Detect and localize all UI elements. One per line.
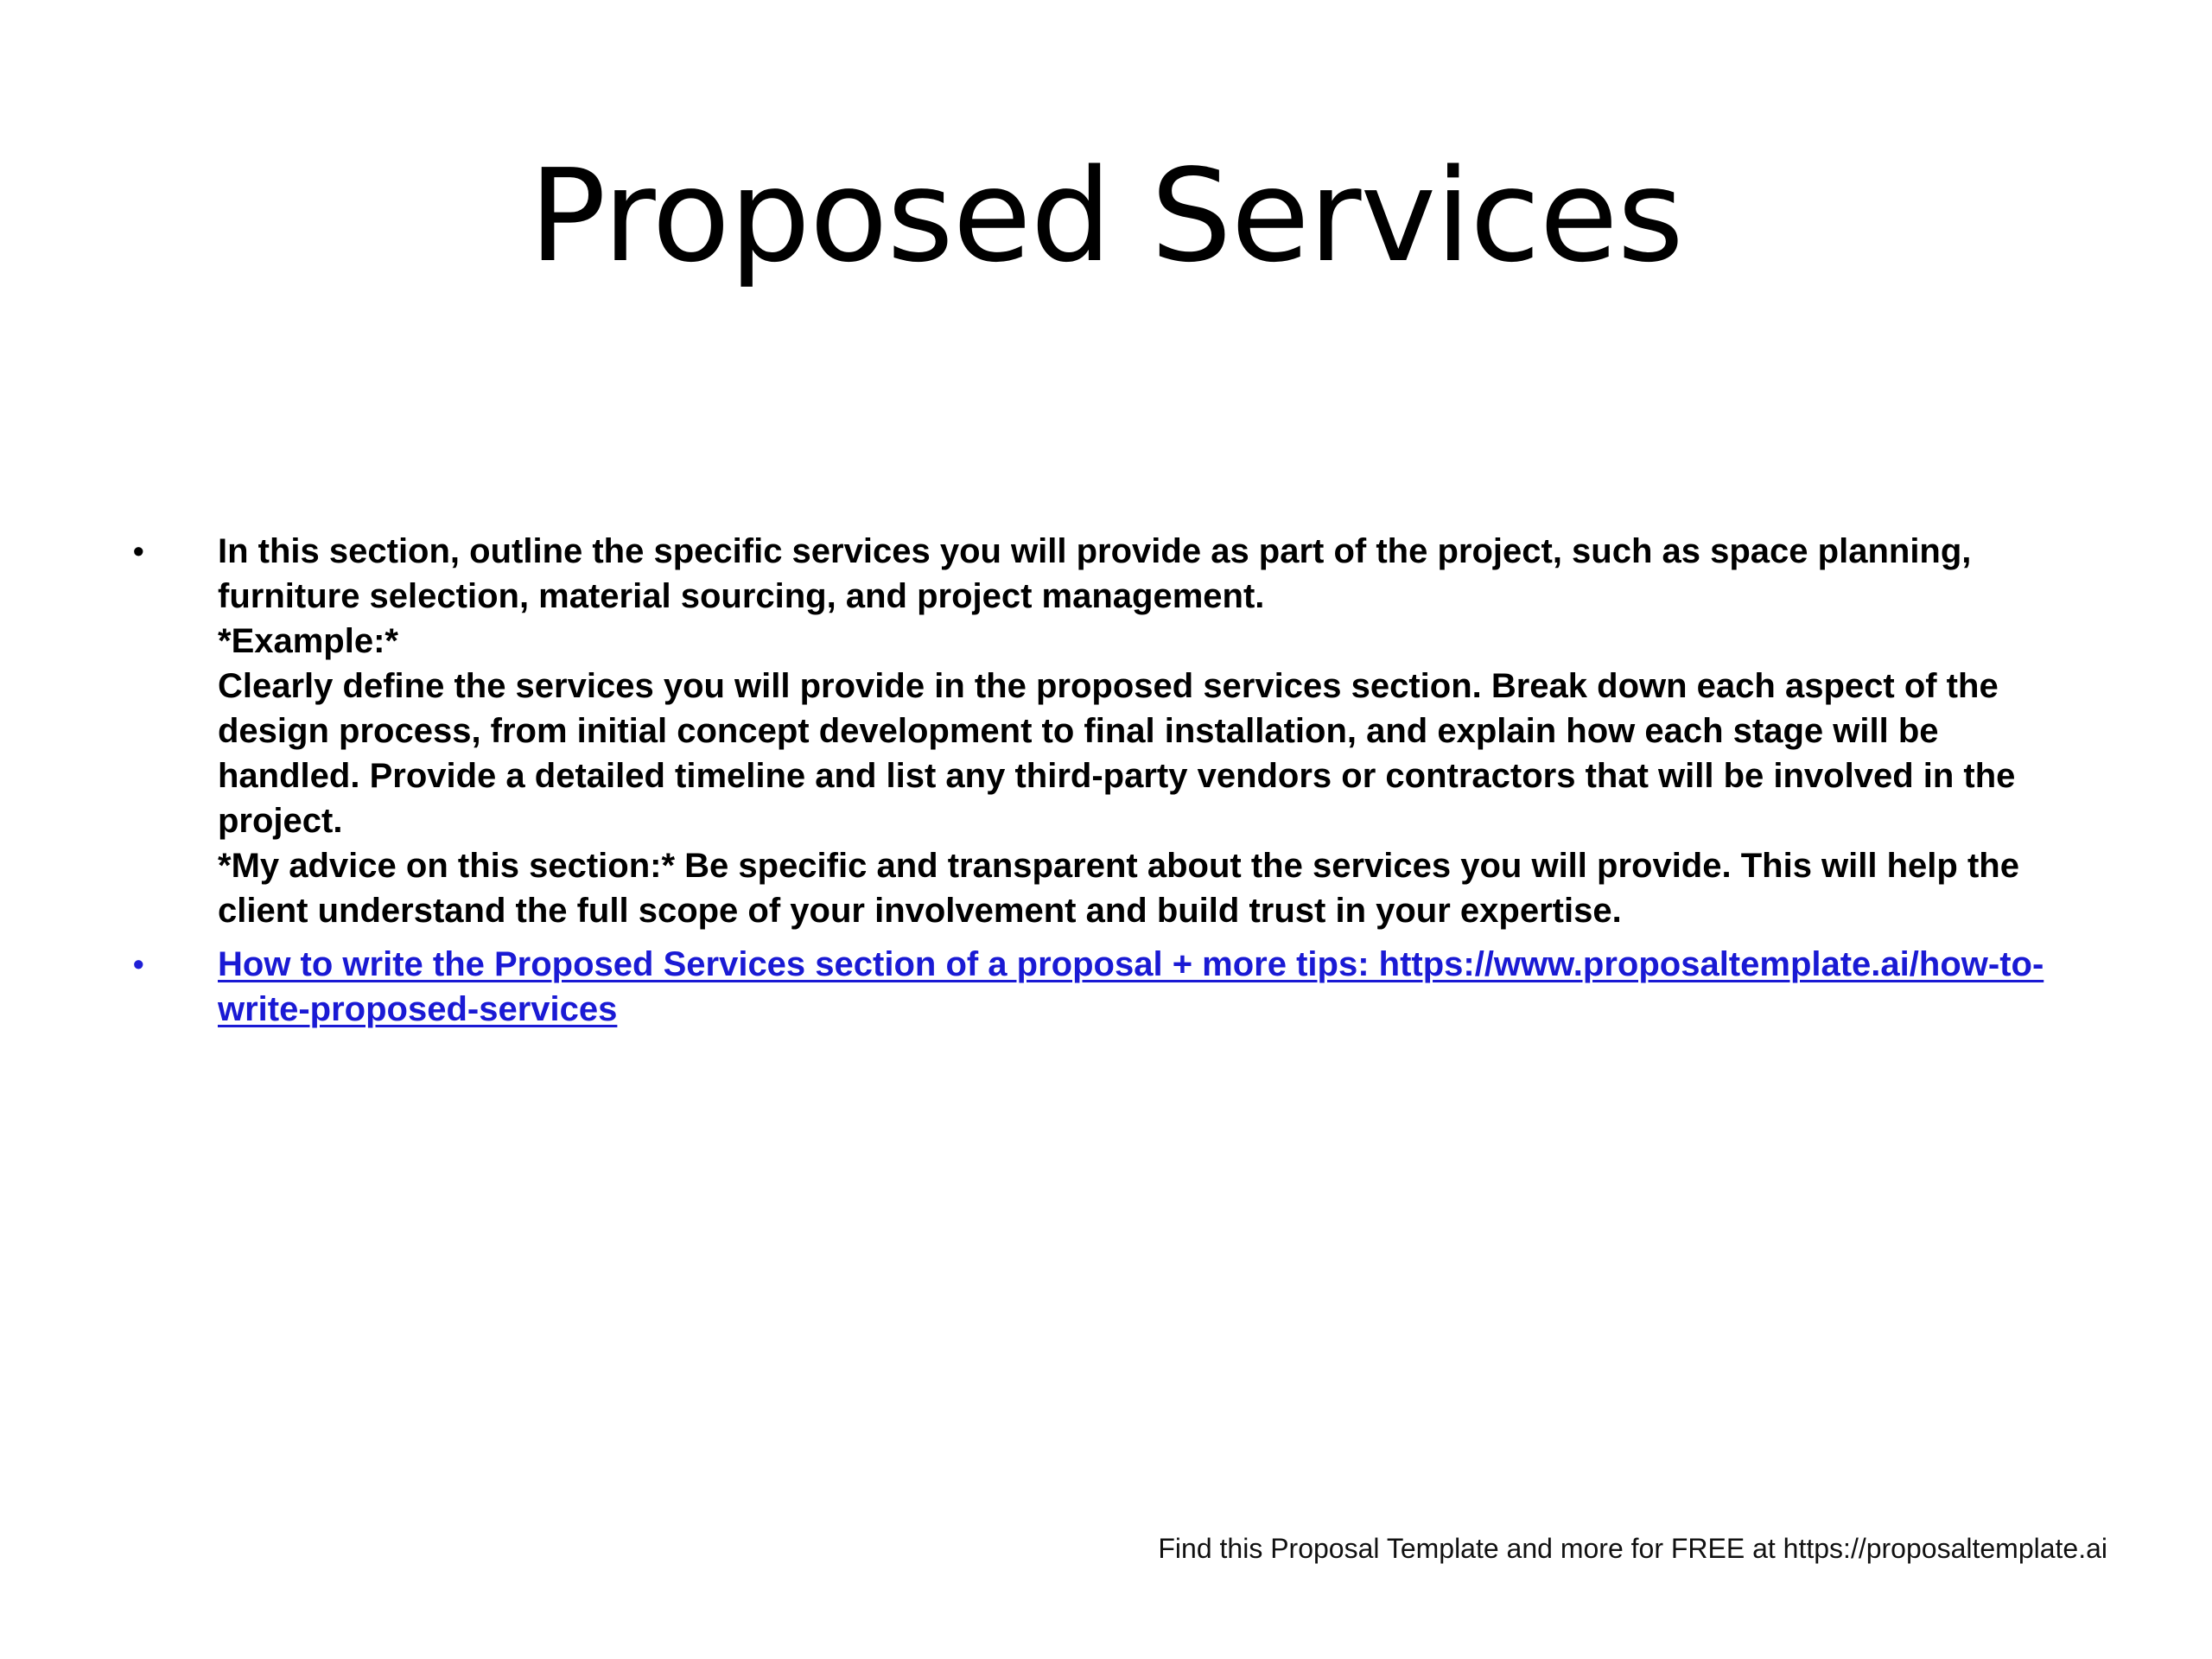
bullet-item-guidance: [128, 529, 2089, 933]
example-heading: *Example:*: [218, 622, 398, 660]
bullet-text: [218, 942, 2089, 1032]
bullet-marker: •: [133, 946, 144, 982]
bullet-list: [128, 529, 2089, 1032]
example-text: Clearly define the services you will provide in the proposed services section. Break down each aspect of the design process, from initial concept development to final installation, and explain how each stage will be handled. Provide a detailed timeline and list any third-party vendors or contractors that will be involved in the project.: [218, 667, 2016, 840]
how-to-write-link[interactable]: How to write the Proposed Services section of a proposal + more tips: https://www.proposaltemplate.ai/how-to-write-proposed-services: [218, 945, 2044, 1028]
bullet-marker: •: [133, 533, 144, 569]
footer-note: Find this Proposal Template and more for FREE at https://proposaltemplate.ai: [1158, 1533, 2107, 1564]
section-instruction: In this section, outline the specific services you will provide as part of the project, such as space planning, furniture selection, material sourcing, and project management.: [218, 532, 1972, 615]
bullet-item-link: [128, 942, 2089, 1032]
advice-text: *My advice on this section:* Be specific and transparent about the services you will provide. This will help the client understand the full scope of your involvement and build trust in your expertise.: [218, 847, 2019, 930]
slide-title: Proposed Services: [529, 142, 1683, 290]
bullet-text: [218, 529, 2089, 933]
